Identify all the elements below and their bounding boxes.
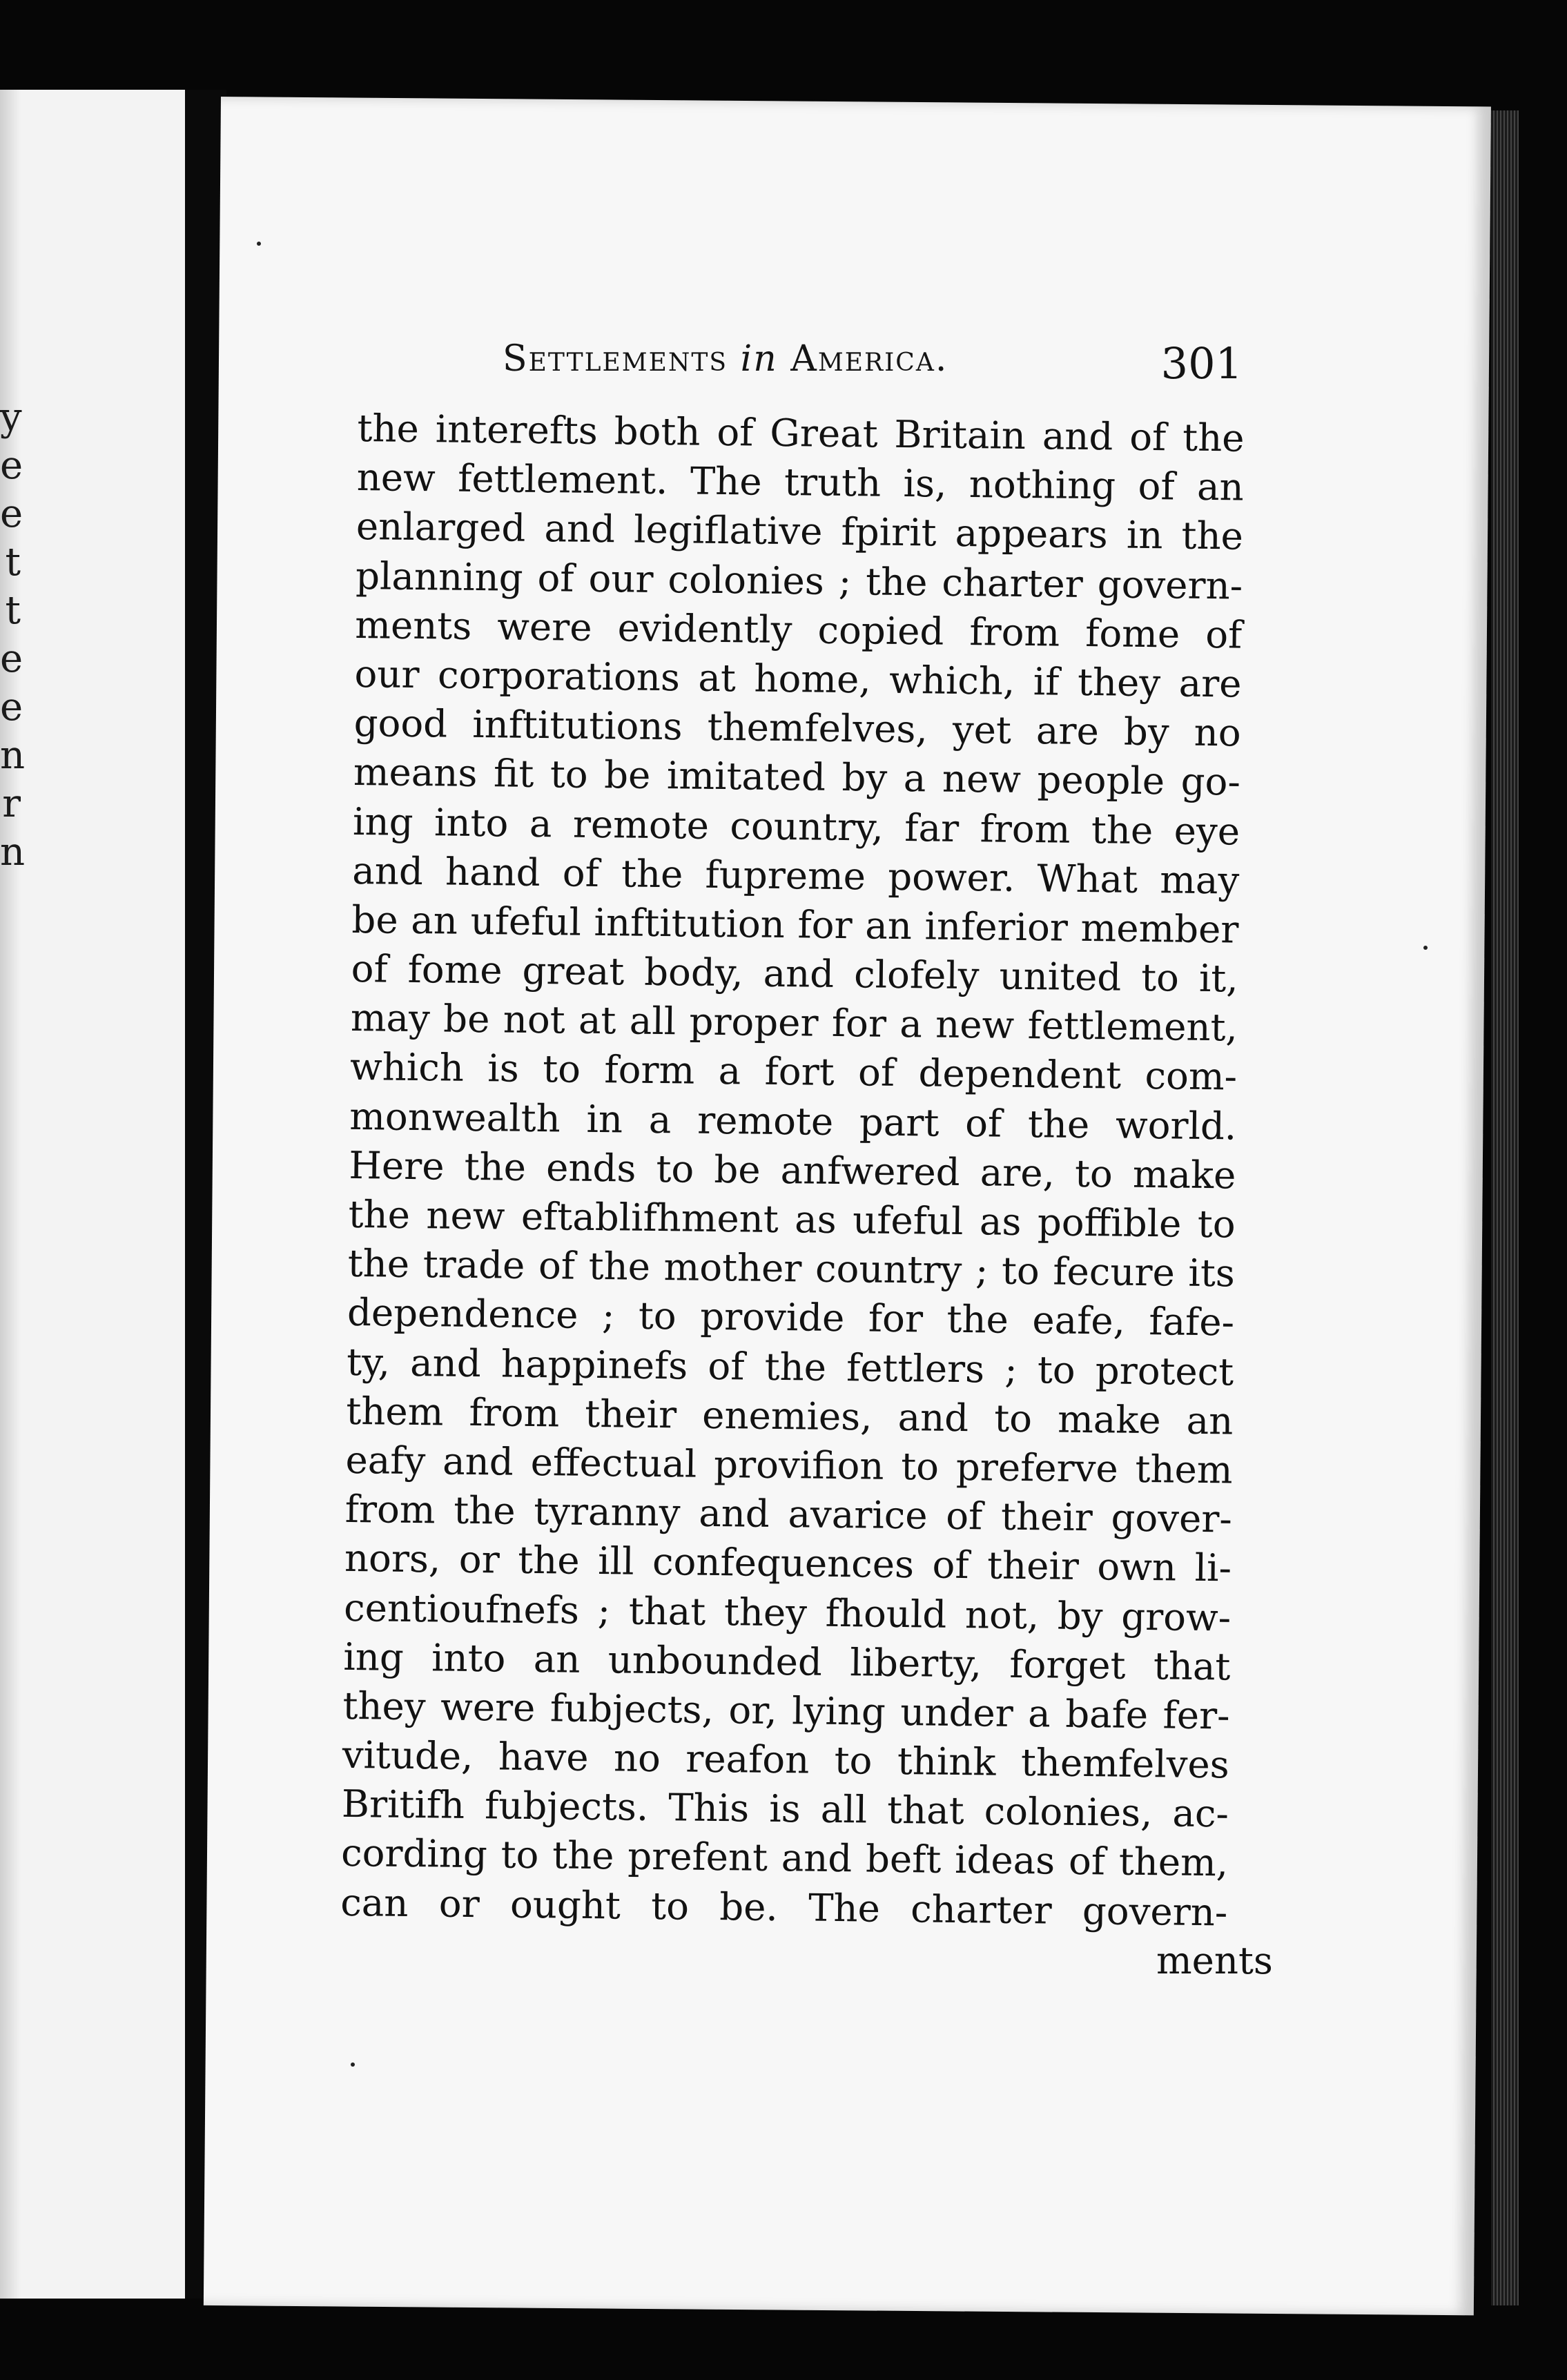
margin-char: r xyxy=(2,781,21,826)
text-line: the trade of the mother country ; to fecure its xyxy=(347,1241,1236,1296)
text-line: dependence ; to provide for the eafe, fafe- xyxy=(347,1290,1235,1345)
text-line: cording to the prefent and beft ideas of them, xyxy=(340,1831,1229,1885)
text-line: centioufnefs ; that they fhould not, by grow- xyxy=(343,1585,1232,1639)
text-line: ments were evidently copied from fome of xyxy=(355,602,1243,657)
text-line: monwealth in a remote part of the world. xyxy=(349,1093,1237,1149)
text-line: may be not at all proper for a new fettlement, xyxy=(350,995,1238,1050)
text-line: from the tyranny and avarice of their gover- xyxy=(344,1487,1233,1541)
facing-page-text-fragments xyxy=(0,393,26,877)
margin-char: n xyxy=(0,830,26,875)
running-head-italic-word: in xyxy=(740,338,778,380)
text-line: ing into an unbounded liberty, forget that xyxy=(343,1634,1231,1689)
running-head-title xyxy=(503,338,948,380)
margin-char: e xyxy=(0,443,23,488)
body-text xyxy=(340,404,1245,1937)
text-line: means fit to be imitated by a new people go- xyxy=(353,750,1241,804)
page-stack-edge xyxy=(1491,110,1519,2305)
text-line: ing into a remote country, far from the eye xyxy=(352,799,1240,854)
text-line: ty, and happinefs of the fettlers ; to protect xyxy=(346,1339,1234,1394)
text-line: and hand of the fupreme power. What may xyxy=(351,848,1240,903)
running-head-word: America. xyxy=(790,338,948,380)
text-line: Britifh fubjects. This is all that colonies, ac- xyxy=(341,1782,1229,1836)
text-line: eafy and effectual provifion to preferve them xyxy=(345,1437,1233,1492)
text-line: of fome great body, and clofely united to it, xyxy=(351,946,1238,1001)
text-line: enlarged and legiflative fpirit appears in the xyxy=(356,504,1244,558)
margin-char: n xyxy=(0,733,26,778)
ink-speck xyxy=(351,2062,355,2067)
text-line: planning of our colonies ; the charter govern- xyxy=(355,553,1243,608)
text-line: they were fubjects, or, lying under a bafe fer- xyxy=(342,1683,1230,1738)
text-line: which is to form a fort of dependent com- xyxy=(349,1044,1238,1099)
text-line: new fettlement. The truth is, nothing of an xyxy=(356,455,1245,509)
margin-char: y xyxy=(0,395,22,440)
margin-char: t xyxy=(5,540,21,585)
text-line: our corporations at home, which, if they are xyxy=(354,651,1242,706)
margin-char: t xyxy=(5,588,21,633)
text-line: can or ought to be. The charter govern- xyxy=(340,1880,1228,1935)
margin-char: e xyxy=(0,636,23,681)
running-head-word: Settlements xyxy=(503,338,728,380)
running-header xyxy=(283,235,1243,389)
catchword: ments xyxy=(1156,1938,1273,1982)
margin-char: e xyxy=(0,491,23,536)
margin-char: e xyxy=(0,685,23,730)
text-line: them from their enemies, and to make an xyxy=(346,1388,1234,1443)
page-number: 301 xyxy=(1160,338,1243,389)
ink-speck xyxy=(1423,946,1428,950)
text-line: the new eftablifhment as ufeful as poffible to xyxy=(348,1191,1236,1247)
text-line: nors, or the ill confequences of their own li- xyxy=(344,1536,1232,1590)
text-line: vitude, have no reafon to think themfelves xyxy=(342,1732,1230,1787)
ink-speck xyxy=(257,242,261,246)
text-line: be an ufeful inftitution for an inferior member xyxy=(351,897,1239,952)
facing-page xyxy=(0,90,185,2299)
text-line: good inftitutions themfelves, yet are by no xyxy=(353,701,1242,755)
text-line: the interefts both of Great Britain and of the xyxy=(357,405,1245,460)
text-line: Here the ends to be anfwered are, to make xyxy=(349,1142,1236,1198)
